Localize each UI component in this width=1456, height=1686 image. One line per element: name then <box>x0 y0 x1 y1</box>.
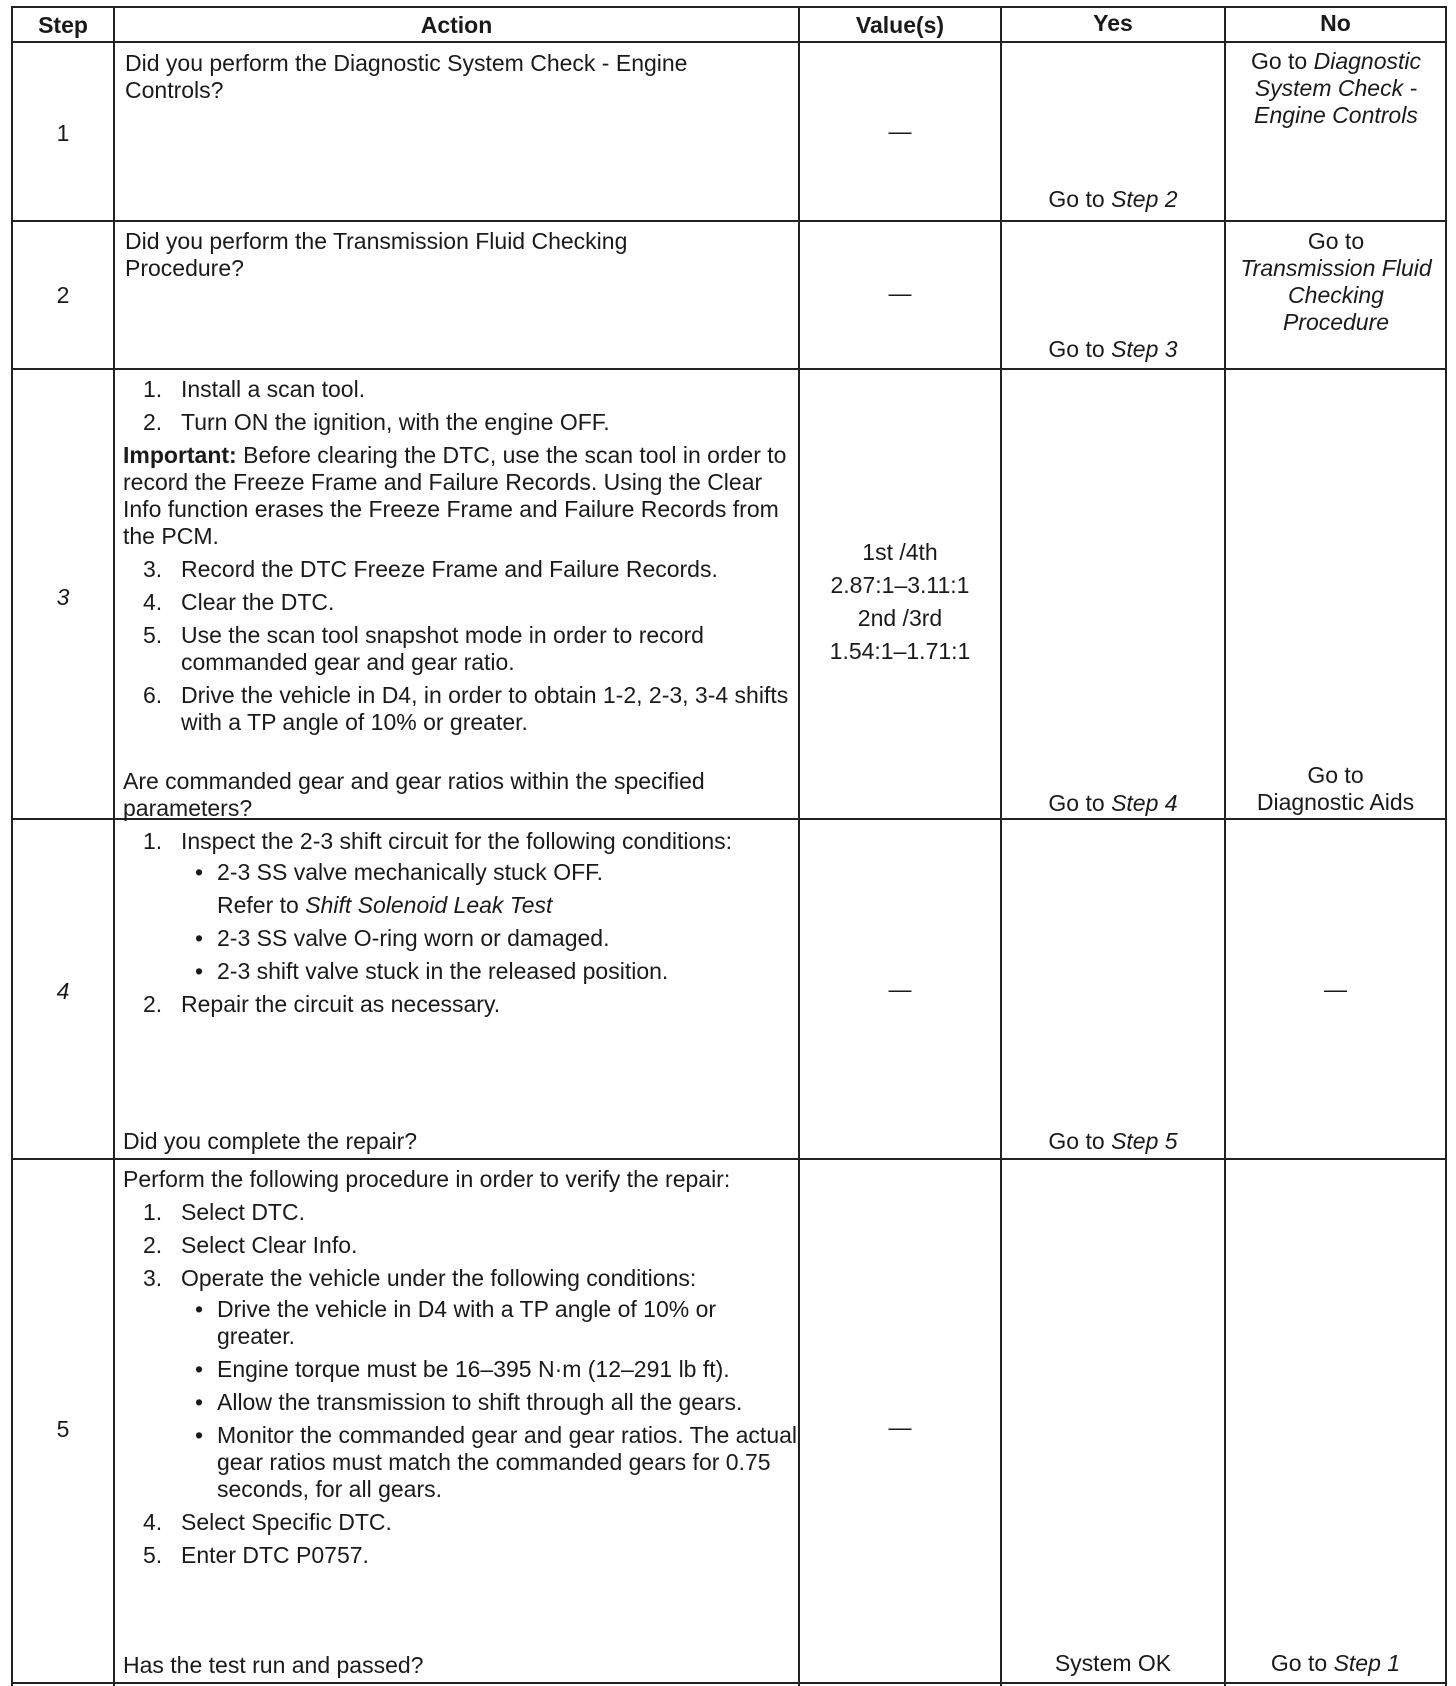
important-label: Important: <box>123 442 237 468</box>
yes-1-link[interactable]: Step 2 <box>1111 186 1178 212</box>
list-number: 4. <box>143 1509 163 1535</box>
list-item <box>123 409 791 436</box>
no-4: — <box>1324 976 1347 1002</box>
table-border-top <box>11 6 1447 8</box>
step-number-4-text: 4 <box>56 978 70 1004</box>
yes-3[interactable] <box>1002 790 1224 817</box>
list-item <box>123 828 791 985</box>
header-step: Step <box>38 12 88 38</box>
no-5-link[interactable]: Step 1 <box>1333 1650 1401 1676</box>
bullet-item <box>181 1356 799 1383</box>
list-number: 2. <box>143 1232 163 1258</box>
list-number: 2. <box>143 409 163 435</box>
yes-2[interactable] <box>1002 336 1224 363</box>
row-divider-2 <box>11 368 1447 370</box>
list-number: 2. <box>143 991 163 1017</box>
bullet-item <box>181 958 791 985</box>
bullet-item <box>181 1296 799 1350</box>
col-border-right <box>1445 6 1447 1686</box>
list-number: 1. <box>143 376 163 402</box>
list-number: 1. <box>143 828 163 854</box>
header-yes: Yes <box>1093 10 1133 36</box>
list-item <box>123 991 791 1018</box>
list-item <box>123 622 791 676</box>
action-cell-4 <box>123 828 791 1024</box>
no-3-prefix: Go to <box>1307 762 1364 788</box>
list-item <box>123 1199 799 1226</box>
action-question-4: Did you complete the repair? <box>123 1128 418 1154</box>
action-question-1: Did you perform the Diagnostic System Check - Engine Controls? <box>125 50 688 103</box>
col-divider-step <box>113 6 115 1686</box>
bullet-item <box>181 1389 799 1416</box>
value-3-range-a: 2.87:1–3.11:1 <box>830 572 970 598</box>
table-border-bottom <box>11 1682 1447 1684</box>
step-4-bullets <box>181 859 791 886</box>
no-2-link[interactable]: Transmission Fluid Checking Procedure <box>1240 255 1432 335</box>
no-3-link[interactable]: Diagnostic Aids <box>1256 789 1415 815</box>
list-item <box>123 556 791 583</box>
important-note <box>123 442 791 550</box>
bullet-text: 2-3 shift valve stuck in the released position. <box>217 958 669 984</box>
bullet-text: 2-3 SS valve mechanically stuck OFF. <box>217 859 604 885</box>
no-5-prefix: Go to <box>1270 1650 1334 1676</box>
list-text: Repair the circuit as necessary. <box>181 991 501 1017</box>
list-text: Select DTC. <box>181 1199 305 1225</box>
step-number-3 <box>13 584 113 611</box>
value-1: — <box>888 118 912 144</box>
bullet-item <box>181 1422 799 1503</box>
refer-note <box>217 892 791 919</box>
list-text: Clear the DTC. <box>181 589 335 615</box>
header-values: Value(s) <box>855 12 945 38</box>
yes-2-link[interactable]: Step 3 <box>1111 336 1178 362</box>
yes-4[interactable] <box>1002 1128 1224 1155</box>
yes-3-prefix: Go to <box>1048 790 1112 816</box>
list-text: Turn ON the ignition, with the engine OFF. <box>181 409 610 435</box>
list-text: Select Clear Info. <box>181 1232 358 1258</box>
list-number: 5. <box>143 622 163 648</box>
step-number-2: 2 <box>56 282 70 308</box>
yes-2-prefix: Go to <box>1048 336 1112 362</box>
list-text: Select Specific DTC. <box>181 1509 392 1535</box>
list-item <box>123 1509 799 1536</box>
list-text: Operate the vehicle under the following conditions: <box>181 1265 697 1291</box>
no-2[interactable] <box>1233 228 1439 336</box>
step-number-1: 1 <box>56 120 70 146</box>
refer-prefix: Refer to <box>217 892 306 918</box>
list-number: 5. <box>143 1542 163 1568</box>
list-text: Install a scan tool. <box>181 376 366 402</box>
list-text: Inspect the 2-3 shift circuit for the following conditions: <box>181 828 733 854</box>
step-number-3-text: 3 <box>56 584 70 610</box>
step-4-bullets-b <box>181 925 791 985</box>
action-cell-5 <box>123 1166 799 1575</box>
value-2: — <box>888 280 912 306</box>
row-divider-4 <box>11 1158 1447 1160</box>
yes-4-prefix: Go to <box>1048 1128 1112 1154</box>
list-number: 1. <box>143 1199 163 1225</box>
bullet-text: 2-3 SS valve O-ring worn or damaged. <box>217 925 610 951</box>
value-3-label-b: 2nd /3rd <box>857 605 943 631</box>
values-3 <box>800 536 1000 668</box>
list-text: Record the DTC Freeze Frame and Failure Records. <box>181 556 718 582</box>
value-3-range-b: 1.54:1–1.71:1 <box>829 638 971 664</box>
step-5-list <box>123 1199 799 1569</box>
step-number-4 <box>13 978 113 1005</box>
bullet-text: Allow the transmission to shift through all the gears. <box>217 1389 743 1415</box>
no-3[interactable] <box>1226 762 1445 816</box>
no-1[interactable] <box>1233 48 1439 129</box>
value-3-label-a: 1st /4th <box>862 539 938 565</box>
no-1-prefix: Go to <box>1250 48 1314 74</box>
action-cell-3 <box>123 376 791 742</box>
list-number: 6. <box>143 682 163 708</box>
list-text: Use the scan tool snapshot mode in order to record commanded gear and gear ratio. <box>181 622 704 675</box>
row-divider-1 <box>11 220 1447 222</box>
yes-1[interactable] <box>1002 186 1224 213</box>
col-divider-values <box>1000 6 1002 1686</box>
step-3-list-b <box>123 556 791 736</box>
list-number: 4. <box>143 589 163 615</box>
value-5: — <box>888 1414 912 1440</box>
step-5-intro: Perform the following procedure in order to verify the repair: <box>123 1166 731 1192</box>
list-text: Enter DTC P0757. <box>181 1542 369 1568</box>
list-number: 3. <box>143 1265 163 1291</box>
step-5-bullets <box>181 1296 799 1503</box>
yes-1-prefix: Go to <box>1048 186 1112 212</box>
header-action: Action <box>420 12 493 38</box>
list-text: Drive the vehicle in D4, in order to obtain 1-2, 2-3, 3-4 shifts with a TP angle of 10% or greater. <box>181 682 789 735</box>
step-3-list-a <box>123 376 791 436</box>
important-text: Before clearing the DTC, use the scan tool in order to record the Freeze Frame and Failure Records. Using the Clear Info function erases the Freeze Frame and Failure Records from the PCM. <box>123 442 787 549</box>
value-4: — <box>888 976 912 1002</box>
list-item <box>123 1542 799 1569</box>
bullet-item <box>181 859 791 886</box>
no-5[interactable] <box>1226 1650 1445 1677</box>
list-item <box>123 1232 799 1259</box>
list-item <box>123 589 791 616</box>
bullet-text: Drive the vehicle in D4 with a TP angle of 10% or greater. <box>217 1296 717 1349</box>
action-question-5: Has the test run and passed? <box>123 1652 424 1678</box>
bullet-text: Engine torque must be 16–395 N·m (12–291 lb ft). <box>217 1356 730 1382</box>
action-question-2: Did you perform the Transmission Fluid Checking Procedure? <box>125 228 628 281</box>
no-2-prefix: Go to <box>1307 228 1365 254</box>
col-divider-yes <box>1224 6 1226 1686</box>
list-item <box>123 1265 799 1503</box>
header-divider <box>11 41 1447 43</box>
bullet-text: Monitor the commanded gear and gear ratios. The actual gear ratios must match the commanded gears for 0.75 seconds, for all gears. <box>217 1422 798 1502</box>
action-question-3: Are commanded gear and gear ratios within the specified parameters? <box>123 768 705 821</box>
diagnostic-table <box>11 6 1447 1686</box>
list-item <box>123 682 791 736</box>
list-number: 3. <box>143 556 163 582</box>
no-1-link[interactable]: Diagnostic System Check - Engine Controls <box>1254 48 1422 128</box>
bullet-item <box>181 925 791 952</box>
list-item <box>123 376 791 403</box>
step-number-5: 5 <box>56 1416 70 1442</box>
header-no: No <box>1320 10 1351 36</box>
yes-3-link[interactable]: Step 4 <box>1111 790 1178 816</box>
refer-link[interactable]: Shift Solenoid Leak Test <box>305 892 553 918</box>
step-4-list <box>123 828 791 1018</box>
yes-5: System OK <box>1054 1650 1172 1676</box>
yes-4-link[interactable]: Step 5 <box>1111 1128 1178 1154</box>
